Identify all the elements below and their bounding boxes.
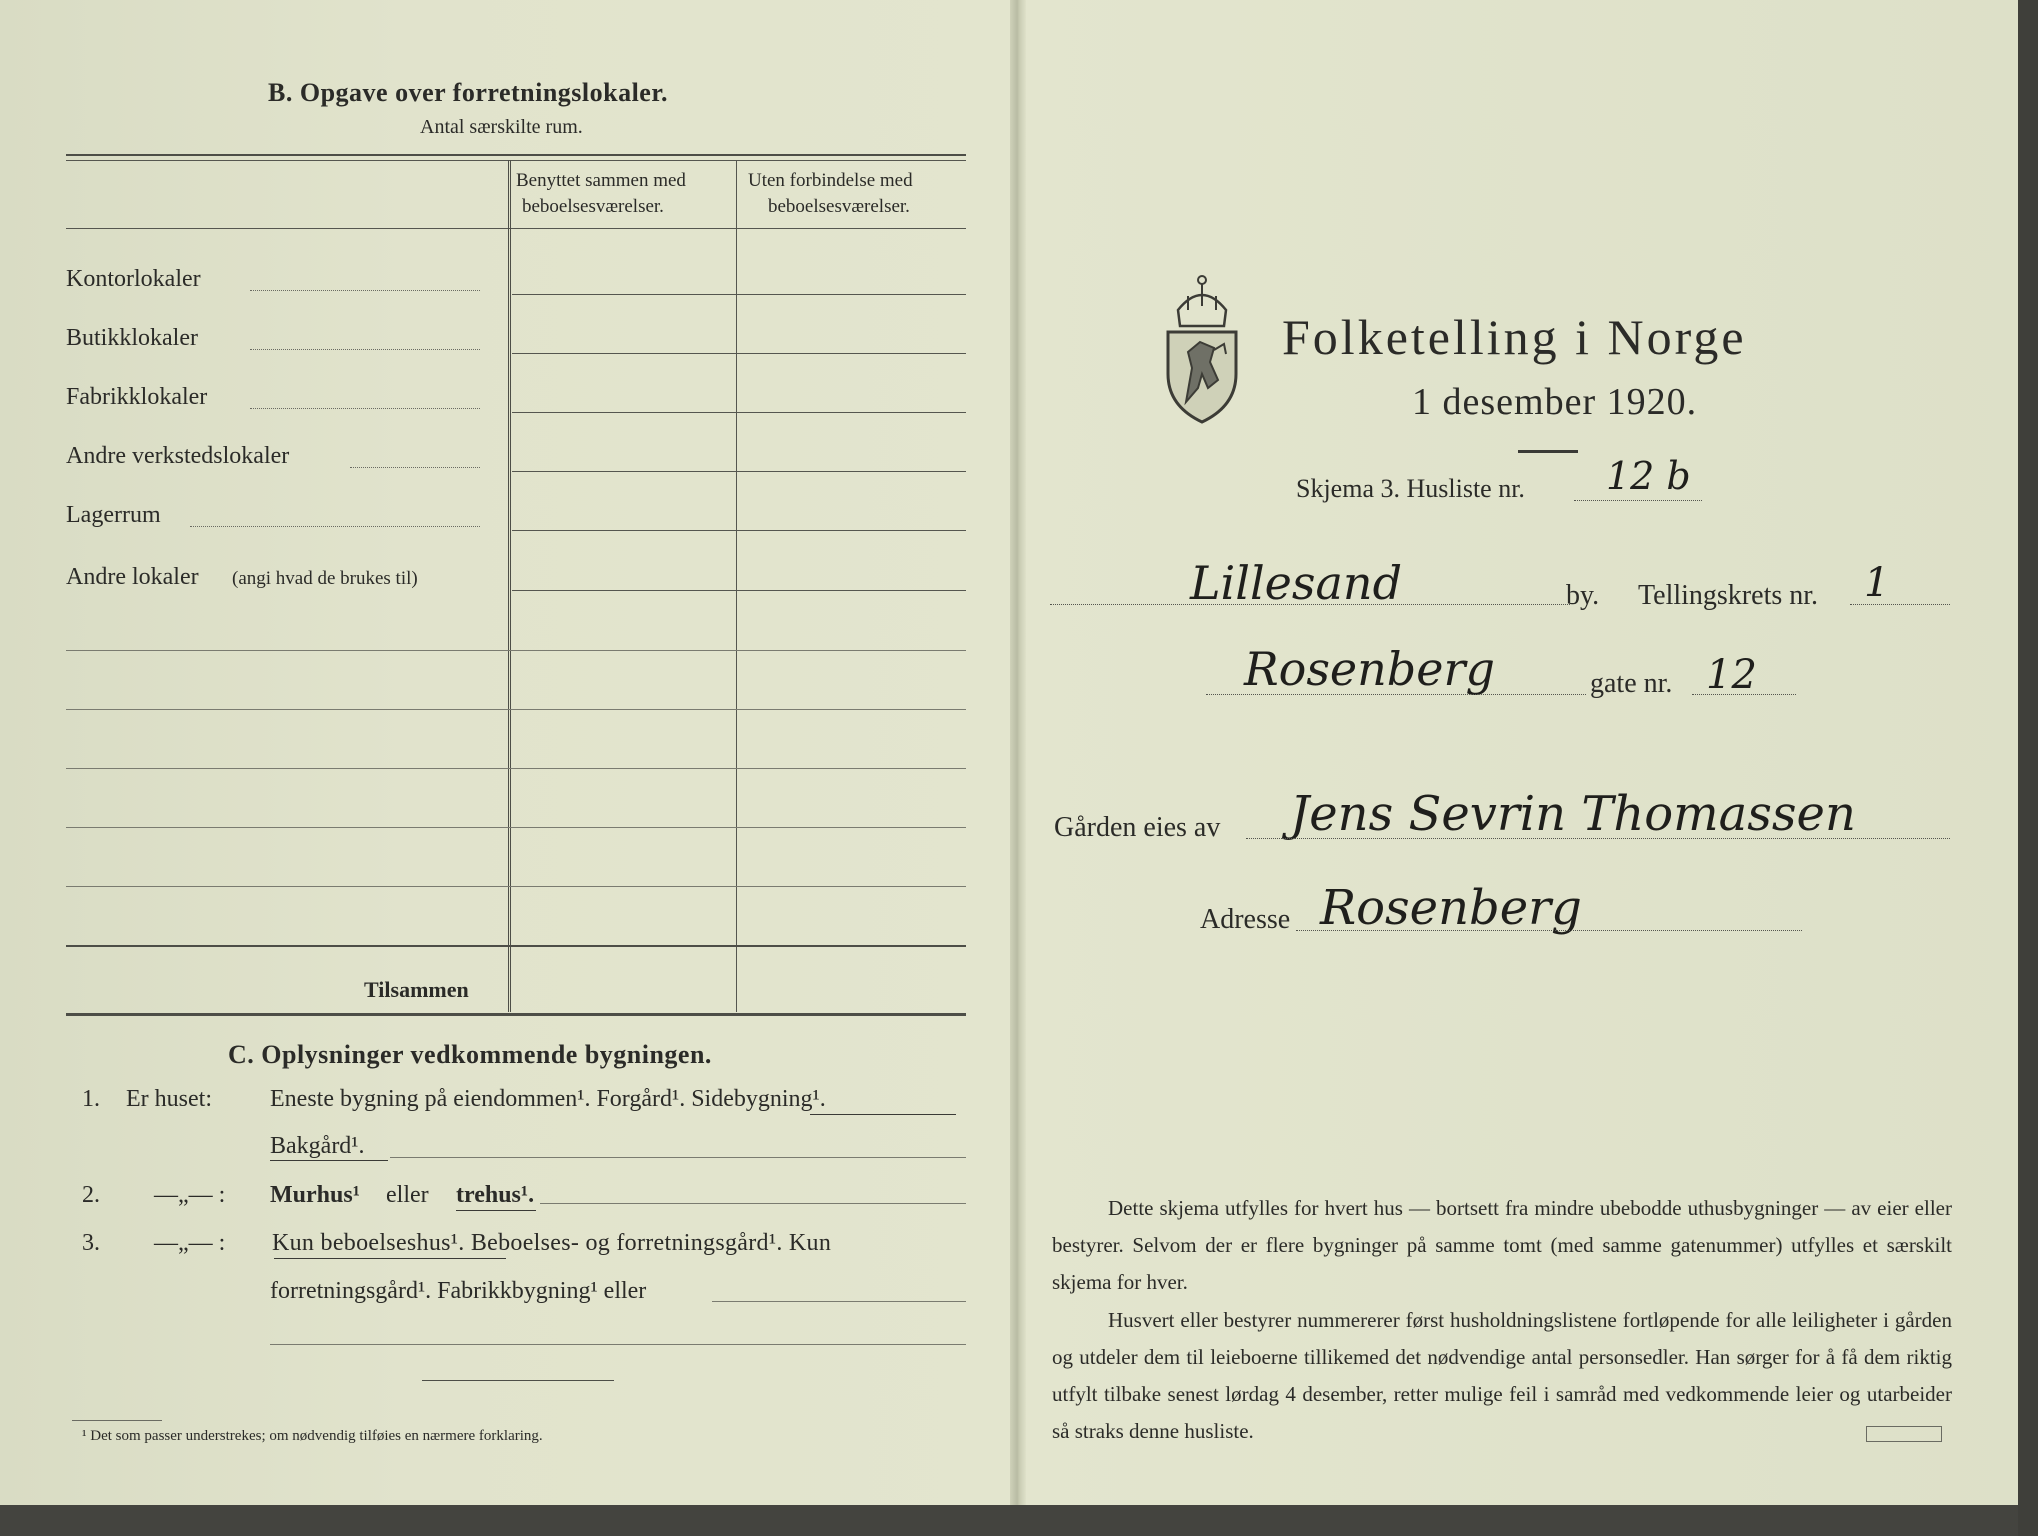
table-bottom-rule	[66, 1013, 966, 1016]
row-label-butikklokaler: Butikklokaler	[66, 325, 198, 351]
form-date: 1 desember 1920.	[1412, 381, 1698, 423]
title-rule	[1518, 450, 1578, 453]
owner-label: Gården eies av	[1054, 812, 1221, 843]
printer-stamp	[1866, 1426, 1942, 1442]
scan-border-right	[2018, 0, 2038, 1536]
q3-underline-kun-beboelseshus	[274, 1258, 506, 1259]
gate-nr-line	[1692, 694, 1796, 695]
street-value: Rosenberg	[1244, 642, 1495, 696]
section-b-heading: B. Opgave over forretningslokaler.	[268, 78, 669, 107]
section-c-heading: C. Oplysninger vedkommende bygningen.	[228, 1040, 712, 1069]
coat-of-arms-icon	[1158, 270, 1246, 424]
q1-number: 1.	[82, 1086, 100, 1112]
address-line	[1296, 930, 1802, 931]
blank-row-4	[66, 827, 966, 828]
row-leader-5	[190, 526, 480, 527]
q2-label: —„— :	[154, 1182, 226, 1208]
col1-header-line1: Benyttet sammen med	[516, 170, 686, 191]
row-label-kontorlokaler: Kontorlokaler	[66, 266, 201, 292]
col2-header-line2: beboelsesværelser.	[768, 196, 910, 217]
tellingskrets-label: Tellingskrets nr.	[1638, 580, 1819, 611]
table-top-rule	[66, 154, 966, 156]
section-b-subheading: Antal særskilte rum.	[420, 116, 583, 138]
q2-murhus: Murhus¹	[270, 1182, 360, 1208]
cell-line-1	[512, 294, 966, 295]
footnote-rule	[72, 1420, 162, 1421]
q1-text: Eneste bygning på eiendommen¹. Forgård¹. Sidebygning¹.	[270, 1086, 826, 1112]
section-end-rule	[422, 1380, 614, 1381]
q1-underline-sidebygning	[810, 1114, 956, 1115]
gate-label: gate nr.	[1590, 668, 1673, 699]
cell-line-2	[512, 353, 966, 354]
cell-line-3	[512, 412, 966, 413]
owner-value: Jens Sevrin Thomassen	[1290, 786, 1856, 842]
row-label-fabrikklokaler: Fabrikklokaler	[66, 384, 208, 410]
schema-label: Skjema 3. Husliste nr.	[1296, 474, 1525, 503]
q3-label: —„— :	[154, 1230, 226, 1256]
col1-left-border	[508, 160, 511, 1012]
blank-row-3	[66, 768, 966, 769]
row-label-lagerrum: Lagerrum	[66, 502, 161, 528]
row-label-andre-lokaler: Andre lokaler	[66, 564, 199, 590]
q2-eller: eller	[386, 1182, 429, 1208]
cell-line-4	[512, 471, 966, 472]
q3-text: Kun beboelseshus¹. Beboelses- og forretningsgård¹. Kun	[272, 1230, 832, 1256]
tellingskrets-value: 1	[1864, 560, 1890, 606]
q2-trehus: trehus¹.	[456, 1182, 535, 1208]
total-label: Tilsammen	[364, 977, 469, 1002]
col2-header-line1: Uten forbindelse med	[748, 170, 913, 191]
row-leader-3	[250, 408, 480, 409]
row-note-andre-lokaler: (angi hvad de brukes til)	[232, 568, 418, 589]
page-fold	[1010, 0, 1026, 1536]
gate-nr-value: 12	[1706, 652, 1757, 698]
q3-fill-line	[712, 1301, 966, 1302]
owner-line	[1246, 838, 1950, 839]
blank-row-1	[66, 650, 966, 651]
blank-row-2	[66, 709, 966, 710]
city-value: Lillesand	[1190, 556, 1403, 610]
tellingskrets-line	[1850, 604, 1950, 605]
street-line	[1206, 694, 1586, 695]
q2-number: 2.	[82, 1182, 100, 1208]
q2-underline-trehus	[456, 1210, 536, 1211]
q3-number: 3.	[82, 1230, 100, 1256]
scan-border-bottom	[0, 1505, 2038, 1536]
col1-header-line2: beboelsesværelser.	[522, 196, 664, 217]
table-top-rule-2	[66, 160, 966, 161]
row-label-verkstedslokaler: Andre verkstedslokaler	[66, 443, 290, 469]
husliste-nr-value: 12 b	[1606, 454, 1691, 498]
row-leader-1	[250, 290, 480, 291]
header-bottom-rule	[66, 228, 966, 229]
q1-fill-line	[390, 1157, 966, 1158]
form-title: Folketelling i Norge	[1282, 309, 1747, 365]
q3-fill-line-2	[270, 1344, 966, 1345]
q1-label: Er huset:	[126, 1086, 212, 1112]
cell-line-6	[512, 590, 966, 591]
total-top-rule	[66, 945, 966, 947]
blank-row-5	[66, 886, 966, 887]
q2-fill-line	[540, 1203, 966, 1204]
husliste-nr-line	[1574, 500, 1702, 501]
instructions-paragraph-2: Husvert eller bestyrer nummererer først husholdningslistene fortløpende for alle leiligheter i gården og utdeler dem til leieboerne tillikemed det nødvendige antal personsedler. Han sørger for å få dem riktig utfylt tilbake senest lørdag 4 desember, retter mulige feil i samråd med vedkommende leier og utarbeider så straks denne husliste.	[1052, 1308, 1952, 1443]
city-suffix: by.	[1566, 580, 1600, 611]
q1-text-cont: Bakgård¹.	[270, 1133, 365, 1159]
cell-line-5	[512, 530, 966, 531]
col2-left-border	[736, 160, 737, 1012]
row-leader-4	[350, 467, 480, 468]
city-line	[1050, 604, 1570, 605]
q3-text-cont: forretningsgård¹. Fabrikkbygning¹ eller	[270, 1278, 647, 1304]
address-value: Rosenberg	[1320, 880, 1582, 936]
q1-underline-bakgard	[270, 1160, 388, 1161]
address-label: Adresse	[1200, 904, 1291, 935]
instructions-paragraph-1: Dette skjema utfylles for hvert hus — bortsett fra mindre ubebodde uthusbygninger — av eier eller bestyrer. Selvom der er flere bygninger på samme tomt (med samme gatenummer) utfylles et særskilt skjema for hver.	[1052, 1196, 1952, 1294]
footnote-text: ¹ Det som passer understrekes; om nødvendig tilføies en nærmere forklaring.	[82, 1428, 543, 1444]
row-leader-2	[250, 349, 480, 350]
